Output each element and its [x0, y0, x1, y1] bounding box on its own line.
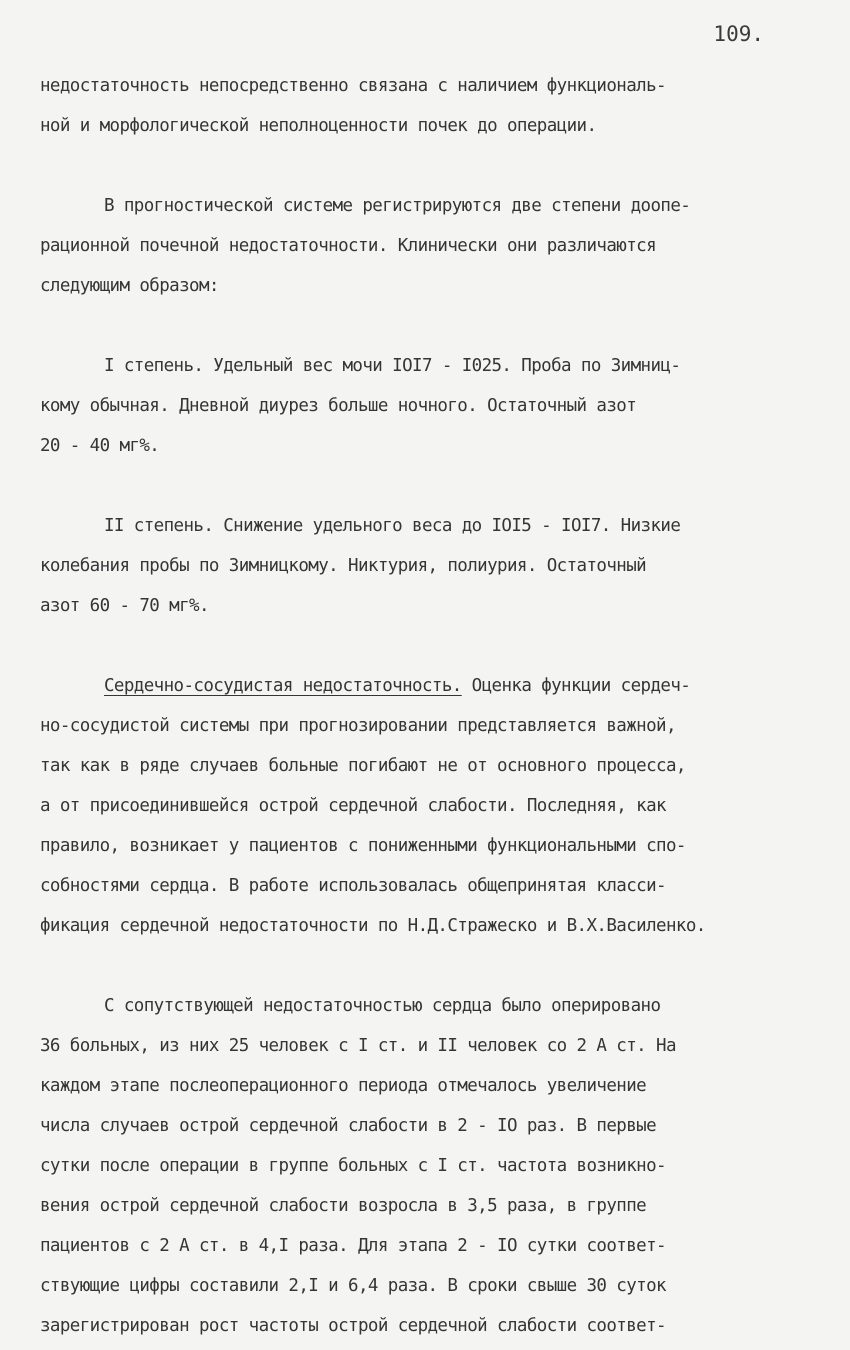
text-line: фикация сердечной недостаточности по Н.Д.Стражеско и В.Х.Василенко. [40, 916, 706, 936]
text-line: 36 больных, из них 25 человек с I ст. и II человек со 2 А ст. На [40, 1036, 676, 1056]
text-line: вения острой сердечной слабости возросла в 3,5 раза, в группе [40, 1196, 647, 1216]
text-line: но-сосудистой системы при прогнозировании представляется важной, [40, 716, 676, 736]
text-line: кому обычная. Дневной диурез больше ночного. Остаточный азот [40, 396, 637, 416]
text-line: следующим образом: [40, 276, 219, 296]
text-line: рационной почечной недостаточности. Клинически они различаются [40, 236, 657, 256]
paragraph-2 [40, 186, 810, 306]
text-line: недостаточность непосредственно связана с наличием функциональ- [40, 76, 666, 96]
text-line: ной и морфологической неполноценности почек до операции. [40, 116, 597, 136]
paragraph-stage-1 [40, 346, 810, 466]
text-line: правило, возникает у пациентов с пониженными функциональными спо- [40, 836, 686, 856]
paragraph-cardio [40, 666, 810, 946]
paragraph-stage-2 [40, 506, 810, 626]
text-line: азот 60 - 70 мг%. [40, 596, 209, 616]
text-line: собностями сердца. В работе использовалась общепринятая класси- [40, 876, 666, 896]
text-line: II степень. Снижение удельного веса до IOI5 - IOI7. Низкие [104, 516, 681, 536]
page-number: 109. [713, 22, 764, 46]
body-text [40, 66, 810, 1350]
text-line [40, 666, 810, 706]
paragraph-1 [40, 66, 810, 146]
text-line: ствующие цифры составили 2,I и 6,4 раза. В сроки свыше 30 суток [40, 1276, 666, 1296]
text-line: каждом этапе послеоперационного периода отмечалось увеличение [40, 1076, 647, 1096]
section-heading: Сердечно-сосудистая недостаточность. [104, 676, 462, 696]
heading-line-rest: Оценка функции сердеч- [461, 676, 691, 696]
text-line: сутки после операции в группе больных с I ст. частота возникно- [40, 1156, 666, 1176]
text-line: колебания пробы по Зимницкому. Никтурия, полиурия. Остаточный [40, 556, 647, 576]
text-line: числа случаев острой сердечной слабости в 2 - IO раз. В первые [40, 1116, 657, 1136]
text-line: 20 - 40 мг%. [40, 436, 160, 456]
text-line: зарегистрирован рост частоты острой сердечной слабости соответ- [40, 1316, 666, 1336]
text-line: пациентов с 2 А ст. в 4,I раза. Для этапа 2 - IO сутки соответ- [40, 1236, 666, 1256]
paragraph-last [40, 986, 810, 1346]
text-line: С сопутствующей недостаточностью сердца было оперировано [104, 996, 661, 1016]
text-line: так как в ряде случаев больные погибают не от основного процесса, [40, 756, 686, 776]
text-line: а от присоединившейся острой сердечной слабости. Последняя, как [40, 796, 666, 816]
text-line: I степень. Удельный вес мочи IOI7 - I025. Проба по Зимниц- [104, 356, 681, 376]
text-line: В прогностической системе регистрируются две степени доопе- [104, 196, 691, 216]
